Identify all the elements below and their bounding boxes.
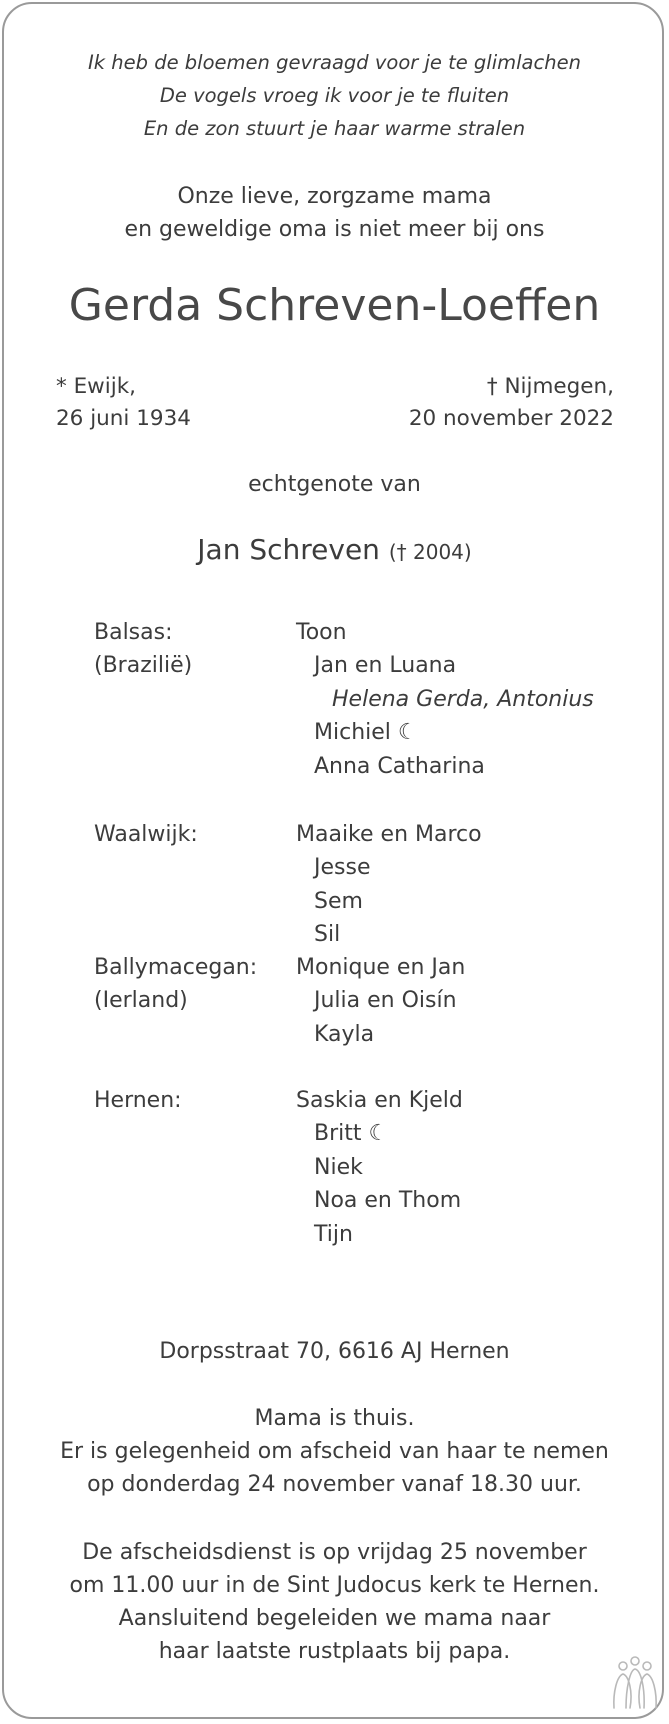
family-member: Monique en Jan	[296, 955, 466, 980]
family-place: (Brazilië)	[94, 653, 193, 679]
spouse-death: († 2004)	[388, 540, 472, 564]
family-figures-icon	[604, 1652, 666, 1714]
family-place: (Ierland)	[94, 988, 188, 1014]
family-member: Noa en Thom	[314, 1188, 462, 1214]
family-place: Waalwijk:	[94, 822, 198, 847]
death-place: † Nijmegen,	[486, 374, 614, 399]
deceased-name: Gerda Schreven-Loeffen	[68, 280, 601, 331]
family-member: Maaike en Marco	[296, 822, 482, 847]
family-member: Jan en Luana	[314, 653, 457, 679]
service-line-1: De afscheidsdienst is op vrijdag 25 november	[82, 1540, 587, 1565]
family-member: Julia en Oisín	[314, 988, 457, 1014]
family-member: Toon	[296, 620, 347, 645]
service-line-4: haar laatste rustplaats bij papa.	[158, 1639, 511, 1664]
poem-line-1: Ik heb de bloemen gevraagd voor je te glimlachen	[88, 51, 581, 74]
intro-line-1: Onze lieve, zorgzame mama	[177, 184, 492, 209]
service-line-3: Aansluitend begeleiden we mama naar	[118, 1606, 551, 1631]
family-place: Ballymacegan:	[94, 955, 258, 980]
poem-line-2: De vogels vroeg ik voor je te fluiten	[159, 84, 510, 107]
family-member: Jesse	[314, 855, 371, 881]
spouse-name: Jan Schreven	[197, 533, 380, 566]
intro-line-2: en geweldige oma is niet meer bij ons	[124, 217, 545, 242]
poem-line-3: En de zon stuurt je haar warme stralen	[143, 117, 526, 140]
family-member: Sem	[314, 888, 363, 914]
family-member: Michiel ☾	[314, 720, 418, 746]
address: Dorpsstraat 70, 6616 AJ Hernen	[159, 1339, 510, 1364]
family-member: Anna Catharina	[314, 753, 485, 779]
visitation-line-3: op donderdag 24 november vanaf 18.30 uur.	[87, 1472, 582, 1497]
spouse-line	[0, 533, 669, 566]
family-member: Tijn	[314, 1221, 353, 1247]
family-member: Niek	[314, 1154, 363, 1180]
birth-date: 26 juni 1934	[56, 406, 191, 431]
service-line-2: om 11.00 uur in de Sint Judocus kerk te Hernen.	[69, 1573, 600, 1598]
family-member: Sil	[314, 922, 341, 948]
death-date: 20 november 2022	[408, 406, 614, 431]
spouse-intro: echtgenote van	[248, 472, 421, 497]
visitation-line-2: Er is gelegenheid om afscheid van haar te nemen	[60, 1439, 609, 1464]
birth-place: * Ewijk,	[56, 374, 136, 399]
family-member: Kayla	[314, 1021, 375, 1047]
family-member: Saskia en Kjeld	[296, 1088, 463, 1113]
family-member: Helena Gerda, Antonius	[332, 686, 594, 712]
family-member: Britt ☾	[314, 1121, 389, 1147]
family-place: Hernen:	[94, 1088, 182, 1113]
visitation-line-1: Mama is thuis.	[254, 1406, 415, 1431]
family-place: Balsas:	[94, 620, 173, 645]
